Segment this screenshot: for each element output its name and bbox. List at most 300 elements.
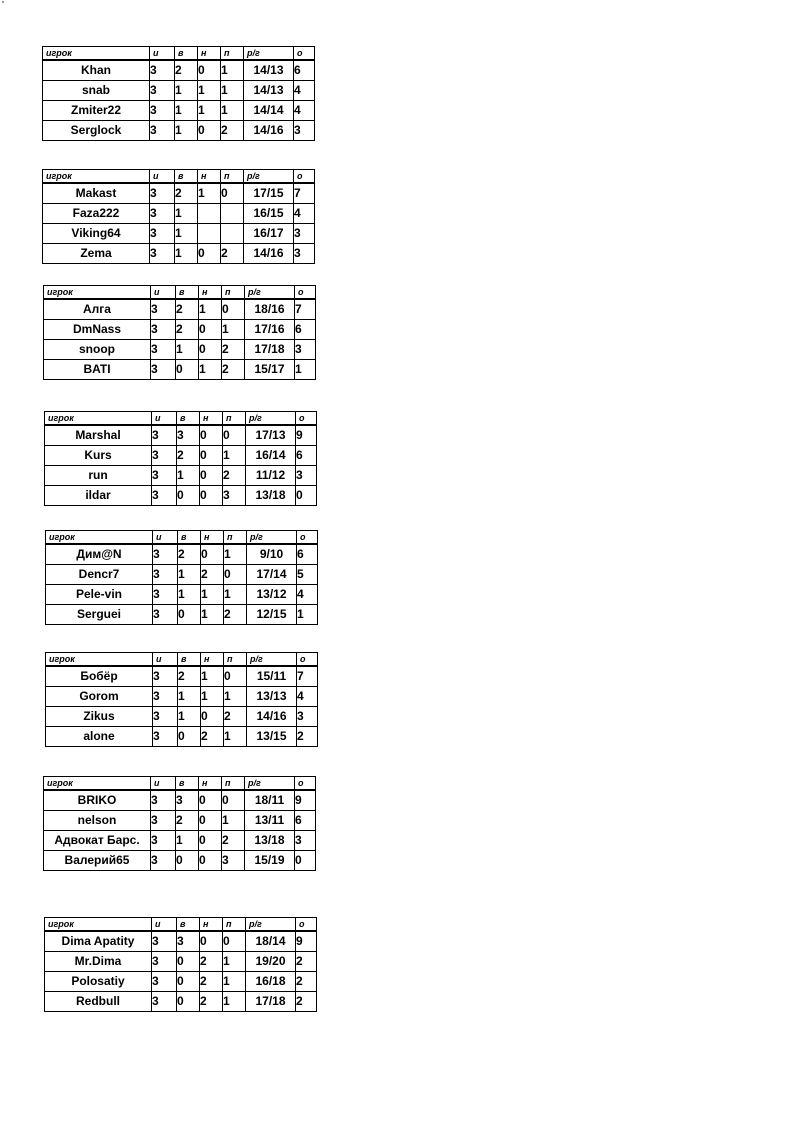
stat-cell: 4 bbox=[294, 81, 315, 101]
table-row bbox=[45, 972, 317, 992]
stat-cell: 2 bbox=[222, 831, 245, 851]
stat-cell: 17/18 bbox=[246, 992, 296, 1012]
player-name: DmNass bbox=[44, 320, 151, 340]
player-name: Viking64 bbox=[43, 224, 150, 244]
stat-cell: 0 bbox=[199, 790, 222, 811]
stat-cell: 14/16 bbox=[247, 707, 297, 727]
stat-cell: 0 bbox=[176, 851, 199, 871]
stat-cell: 0 bbox=[222, 299, 245, 320]
column-header: р/г bbox=[247, 531, 297, 545]
stat-cell: 1 bbox=[223, 446, 246, 466]
table-row bbox=[46, 707, 318, 727]
stat-cell: 16/18 bbox=[246, 972, 296, 992]
stat-cell: 0 bbox=[201, 707, 224, 727]
stat-cell: 1 bbox=[175, 81, 198, 101]
column-header: р/г bbox=[245, 286, 295, 300]
header-row bbox=[44, 777, 316, 791]
column-header: р/г bbox=[244, 170, 294, 184]
group-table bbox=[45, 530, 318, 625]
table-row bbox=[43, 101, 315, 121]
stat-cell: 9 bbox=[295, 790, 316, 811]
stat-cell: 2 bbox=[221, 244, 244, 264]
table-row bbox=[45, 952, 317, 972]
group-table bbox=[43, 776, 316, 871]
table-row bbox=[44, 790, 316, 811]
stat-cell: 19/20 bbox=[246, 952, 296, 972]
stat-cell: 2 bbox=[201, 727, 224, 747]
stat-cell: 2 bbox=[178, 544, 201, 565]
stat-cell: 1 bbox=[223, 972, 246, 992]
stat-cell: 5 bbox=[297, 565, 318, 585]
table-row bbox=[45, 425, 317, 446]
stat-cell: 1 bbox=[175, 244, 198, 264]
stat-cell: 9 bbox=[296, 425, 317, 446]
stat-cell: 13/18 bbox=[246, 486, 296, 506]
column-header: игрок bbox=[46, 531, 153, 545]
stat-cell: 3 bbox=[151, 320, 176, 340]
player-name: Gorom bbox=[46, 687, 153, 707]
column-header: игрок bbox=[44, 777, 151, 791]
table-row bbox=[45, 992, 317, 1012]
player-name: Валерий65 bbox=[44, 851, 151, 871]
table-row bbox=[45, 486, 317, 506]
stat-cell: 3 bbox=[177, 931, 200, 952]
stat-cell: 1 bbox=[175, 101, 198, 121]
stat-cell: 2 bbox=[175, 183, 198, 204]
stat-cell: 2 bbox=[224, 605, 247, 625]
table-row bbox=[46, 565, 318, 585]
stat-cell: 2 bbox=[176, 811, 199, 831]
stat-cell: 3 bbox=[151, 299, 176, 320]
header-row bbox=[43, 170, 315, 184]
stat-cell: 2 bbox=[221, 121, 244, 141]
table-row bbox=[43, 81, 315, 101]
stat-cell: 15/11 bbox=[247, 666, 297, 687]
stat-cell: 0 bbox=[178, 605, 201, 625]
stat-cell: 1 bbox=[223, 952, 246, 972]
column-header: игрок bbox=[43, 47, 150, 61]
stat-cell: 1 bbox=[295, 360, 316, 380]
player-name: BRIKO bbox=[44, 790, 151, 811]
stat-cell: 1 bbox=[178, 707, 201, 727]
column-header: и bbox=[153, 653, 178, 667]
stat-cell: 2 bbox=[297, 727, 318, 747]
stat-cell: 16/15 bbox=[244, 204, 294, 224]
player-name: Бобёр bbox=[46, 666, 153, 687]
column-header: н bbox=[200, 412, 223, 426]
stat-cell: 0 bbox=[296, 486, 317, 506]
stat-cell: 1 bbox=[224, 727, 247, 747]
stat-cell: 4 bbox=[297, 687, 318, 707]
stat-cell: 18/16 bbox=[245, 299, 295, 320]
player-name: Makast bbox=[43, 183, 150, 204]
table-row bbox=[46, 544, 318, 565]
stat-cell: 1 bbox=[199, 299, 222, 320]
stat-cell: 3 bbox=[150, 244, 175, 264]
column-header: н bbox=[201, 653, 224, 667]
stat-cell: 17/16 bbox=[245, 320, 295, 340]
column-header: н bbox=[198, 170, 221, 184]
player-name: BATI bbox=[44, 360, 151, 380]
stat-cell: 13/11 bbox=[245, 811, 295, 831]
stat-cell: 0 bbox=[177, 992, 200, 1012]
stat-cell: 3 bbox=[296, 466, 317, 486]
stat-cell: 3 bbox=[150, 121, 175, 141]
column-header: п bbox=[224, 653, 247, 667]
stat-cell: 1 bbox=[178, 585, 201, 605]
stat-cell: 2 bbox=[296, 992, 317, 1012]
column-header: игрок bbox=[43, 170, 150, 184]
column-header: и bbox=[151, 777, 176, 791]
stat-cell: 2 bbox=[200, 952, 223, 972]
stat-cell: 3 bbox=[152, 446, 177, 466]
player-name: ildar bbox=[45, 486, 152, 506]
player-name: snoop bbox=[44, 340, 151, 360]
table-row bbox=[46, 605, 318, 625]
stat-cell: 0 bbox=[200, 425, 223, 446]
player-name: Mr.Dima bbox=[45, 952, 152, 972]
stat-cell: 14/16 bbox=[244, 121, 294, 141]
stat-cell: 1 bbox=[177, 466, 200, 486]
header-row bbox=[46, 653, 318, 667]
stat-cell: 14/16 bbox=[244, 244, 294, 264]
stat-cell: 15/17 bbox=[245, 360, 295, 380]
stat-cell: 16/14 bbox=[246, 446, 296, 466]
stat-cell: 1 bbox=[201, 605, 224, 625]
stat-cell: 13/18 bbox=[245, 831, 295, 851]
column-header: н bbox=[198, 47, 221, 61]
stat-cell: 0 bbox=[198, 121, 221, 141]
table-row bbox=[43, 204, 315, 224]
stat-cell: 1 bbox=[175, 121, 198, 141]
column-header: р/г bbox=[245, 777, 295, 791]
column-header: н bbox=[199, 286, 222, 300]
stat-cell: 3 bbox=[152, 466, 177, 486]
stat-cell: 3 bbox=[153, 727, 178, 747]
stat-cell: 15/19 bbox=[245, 851, 295, 871]
stat-cell: 1 bbox=[297, 605, 318, 625]
table-row bbox=[43, 224, 315, 244]
table-row bbox=[46, 585, 318, 605]
column-header: о bbox=[296, 918, 317, 932]
group-table bbox=[44, 411, 317, 506]
stat-cell bbox=[198, 224, 221, 244]
stat-cell: 0 bbox=[223, 931, 246, 952]
table-row bbox=[44, 340, 316, 360]
table-row bbox=[43, 121, 315, 141]
stat-cell: 0 bbox=[199, 340, 222, 360]
stat-cell: 2 bbox=[176, 320, 199, 340]
table-row bbox=[43, 60, 315, 81]
stat-cell bbox=[221, 204, 244, 224]
player-name: Polosatiy bbox=[45, 972, 152, 992]
stat-cell: 2 bbox=[222, 360, 245, 380]
stat-cell bbox=[221, 224, 244, 244]
column-header: о bbox=[295, 777, 316, 791]
stat-cell: 18/11 bbox=[245, 790, 295, 811]
column-header: н bbox=[200, 918, 223, 932]
stat-cell: 3 bbox=[152, 931, 177, 952]
stat-cell: 0 bbox=[177, 486, 200, 506]
header-row bbox=[43, 47, 315, 61]
stat-cell: 1 bbox=[199, 360, 222, 380]
stat-cell: 0 bbox=[222, 790, 245, 811]
stat-cell: 0 bbox=[199, 831, 222, 851]
column-header: в bbox=[176, 286, 199, 300]
stat-cell: 3 bbox=[153, 565, 178, 585]
column-header: в bbox=[178, 531, 201, 545]
table-row bbox=[44, 360, 316, 380]
stat-cell: 3 bbox=[151, 790, 176, 811]
stat-cell: 0 bbox=[178, 727, 201, 747]
column-header: п bbox=[221, 170, 244, 184]
table-row bbox=[44, 851, 316, 871]
group-table bbox=[43, 285, 316, 380]
column-header: и bbox=[153, 531, 178, 545]
stat-cell: 3 bbox=[152, 972, 177, 992]
stat-cell: 2 bbox=[223, 466, 246, 486]
stat-cell: 1 bbox=[224, 687, 247, 707]
table-row bbox=[45, 446, 317, 466]
stat-cell: 1 bbox=[224, 585, 247, 605]
table-row bbox=[44, 811, 316, 831]
table-row bbox=[44, 320, 316, 340]
stat-cell: 0 bbox=[224, 666, 247, 687]
stat-cell: 0 bbox=[295, 851, 316, 871]
stat-cell: 3 bbox=[151, 360, 176, 380]
table-row bbox=[46, 666, 318, 687]
column-header: р/г bbox=[247, 653, 297, 667]
player-name: Дим@N bbox=[46, 544, 153, 565]
stat-cell: 0 bbox=[201, 544, 224, 565]
table-row bbox=[44, 831, 316, 851]
stat-cell: 6 bbox=[295, 811, 316, 831]
stat-cell: 9 bbox=[296, 931, 317, 952]
stat-cell: 1 bbox=[175, 224, 198, 244]
stat-cell: 14/14 bbox=[244, 101, 294, 121]
stat-cell: 2 bbox=[178, 666, 201, 687]
stat-cell: 14/13 bbox=[244, 81, 294, 101]
table-row bbox=[44, 299, 316, 320]
column-header: и bbox=[152, 412, 177, 426]
stat-cell: 3 bbox=[294, 121, 315, 141]
stat-cell: 2 bbox=[224, 707, 247, 727]
stat-cell: 16/17 bbox=[244, 224, 294, 244]
stat-cell: 3 bbox=[150, 101, 175, 121]
column-header: о bbox=[297, 653, 318, 667]
column-header: п bbox=[222, 286, 245, 300]
player-name: Pele-vin bbox=[46, 585, 153, 605]
stat-cell: 3 bbox=[150, 81, 175, 101]
stat-cell: 0 bbox=[176, 360, 199, 380]
header-row bbox=[45, 918, 317, 932]
column-header: и bbox=[150, 170, 175, 184]
group-table bbox=[42, 169, 315, 264]
stat-cell: 3 bbox=[150, 60, 175, 81]
stat-cell: 0 bbox=[177, 972, 200, 992]
stat-cell bbox=[198, 204, 221, 224]
stat-cell: 3 bbox=[151, 811, 176, 831]
stat-cell: 1 bbox=[198, 81, 221, 101]
stat-cell: 1 bbox=[221, 101, 244, 121]
table-row bbox=[43, 183, 315, 204]
stat-cell: 4 bbox=[294, 101, 315, 121]
stat-cell: 3 bbox=[295, 831, 316, 851]
stat-cell: 3 bbox=[295, 340, 316, 360]
column-header: в bbox=[178, 653, 201, 667]
stat-cell: 1 bbox=[201, 687, 224, 707]
stat-cell: 3 bbox=[152, 992, 177, 1012]
stat-cell: 1 bbox=[224, 544, 247, 565]
group-table bbox=[45, 652, 318, 747]
stat-cell: 0 bbox=[199, 811, 222, 831]
column-header: р/г bbox=[246, 918, 296, 932]
stat-cell: 13/13 bbox=[247, 687, 297, 707]
stat-cell: 3 bbox=[294, 244, 315, 264]
stat-cell: 1 bbox=[222, 811, 245, 831]
player-name: Kurs bbox=[45, 446, 152, 466]
stat-cell: 0 bbox=[198, 244, 221, 264]
stat-cell: 0 bbox=[200, 466, 223, 486]
player-name: Redbull bbox=[45, 992, 152, 1012]
table-row bbox=[45, 931, 317, 952]
stat-cell: 1 bbox=[176, 340, 199, 360]
stat-cell: 1 bbox=[221, 60, 244, 81]
player-name: Dima Apatity bbox=[45, 931, 152, 952]
stat-cell: 3 bbox=[153, 585, 178, 605]
stat-cell: 3 bbox=[177, 425, 200, 446]
player-name: Serglock bbox=[43, 121, 150, 141]
player-name: Dencr7 bbox=[46, 565, 153, 585]
column-header: н bbox=[201, 531, 224, 545]
header-row bbox=[44, 286, 316, 300]
stat-cell: 4 bbox=[297, 585, 318, 605]
stat-cell: 1 bbox=[175, 204, 198, 224]
stat-cell: 0 bbox=[221, 183, 244, 204]
stat-cell: 3 bbox=[150, 183, 175, 204]
stat-cell: 1 bbox=[176, 831, 199, 851]
player-name: Serguei bbox=[46, 605, 153, 625]
stat-cell: 0 bbox=[199, 320, 222, 340]
table-row bbox=[45, 466, 317, 486]
stat-cell: 7 bbox=[295, 299, 316, 320]
column-header: и bbox=[151, 286, 176, 300]
stat-cell: 7 bbox=[294, 183, 315, 204]
column-header: игрок bbox=[45, 412, 152, 426]
stat-cell: 2 bbox=[222, 340, 245, 360]
player-name: alone bbox=[46, 727, 153, 747]
stat-cell: 17/14 bbox=[247, 565, 297, 585]
stat-cell: 0 bbox=[224, 565, 247, 585]
column-header: игрок bbox=[46, 653, 153, 667]
stat-cell: 2 bbox=[200, 972, 223, 992]
stat-cell: 7 bbox=[297, 666, 318, 687]
column-header: о bbox=[294, 47, 315, 61]
column-header: п bbox=[223, 918, 246, 932]
stat-cell: 0 bbox=[200, 446, 223, 466]
stat-cell: 1 bbox=[201, 666, 224, 687]
stat-cell: 4 bbox=[294, 204, 315, 224]
column-header: в bbox=[177, 918, 200, 932]
stat-cell: 2 bbox=[177, 446, 200, 466]
stat-cell: 0 bbox=[177, 952, 200, 972]
stat-cell: 6 bbox=[295, 320, 316, 340]
corner-speck bbox=[2, 1, 4, 3]
player-name: Zikus bbox=[46, 707, 153, 727]
player-name: Адвокат Барс. bbox=[44, 831, 151, 851]
column-header: в bbox=[176, 777, 199, 791]
stat-cell: 6 bbox=[297, 544, 318, 565]
stat-cell: 3 bbox=[151, 831, 176, 851]
stat-cell: 1 bbox=[178, 565, 201, 585]
stat-cell: 3 bbox=[176, 790, 199, 811]
stat-cell: 3 bbox=[152, 425, 177, 446]
column-header: п bbox=[221, 47, 244, 61]
header-row bbox=[45, 412, 317, 426]
column-header: п bbox=[223, 412, 246, 426]
column-header: и bbox=[150, 47, 175, 61]
stat-cell: 13/12 bbox=[247, 585, 297, 605]
stat-cell: 3 bbox=[150, 204, 175, 224]
stat-cell: 3 bbox=[153, 666, 178, 687]
stat-cell: 3 bbox=[153, 687, 178, 707]
column-header: в bbox=[175, 170, 198, 184]
stat-cell: 17/18 bbox=[245, 340, 295, 360]
column-header: игрок bbox=[44, 286, 151, 300]
stat-cell: 2 bbox=[296, 972, 317, 992]
stat-cell: 17/15 bbox=[244, 183, 294, 204]
stat-cell: 3 bbox=[153, 544, 178, 565]
stat-cell: 12/15 bbox=[247, 605, 297, 625]
stat-cell: 0 bbox=[199, 851, 222, 871]
stat-cell: 3 bbox=[153, 707, 178, 727]
table-row bbox=[46, 727, 318, 747]
player-name: Zmiter22 bbox=[43, 101, 150, 121]
stat-cell: 6 bbox=[294, 60, 315, 81]
stat-cell: 3 bbox=[150, 224, 175, 244]
stat-cell: 1 bbox=[222, 320, 245, 340]
stat-cell: 13/15 bbox=[247, 727, 297, 747]
player-name: Khan bbox=[43, 60, 150, 81]
stat-cell: 17/13 bbox=[246, 425, 296, 446]
column-header: и bbox=[152, 918, 177, 932]
column-header: о bbox=[297, 531, 318, 545]
stat-cell: 1 bbox=[221, 81, 244, 101]
stat-cell: 14/13 bbox=[244, 60, 294, 81]
player-name: Zema bbox=[43, 244, 150, 264]
player-name: nelson bbox=[44, 811, 151, 831]
stat-cell: 3 bbox=[151, 851, 176, 871]
stat-cell: 3 bbox=[152, 486, 177, 506]
stat-cell: 0 bbox=[198, 60, 221, 81]
player-name: Marshal bbox=[45, 425, 152, 446]
player-name: Faza222 bbox=[43, 204, 150, 224]
stat-cell: 3 bbox=[153, 605, 178, 625]
stat-cell: 3 bbox=[223, 486, 246, 506]
table-row bbox=[43, 244, 315, 264]
stat-cell: 3 bbox=[151, 340, 176, 360]
group-table bbox=[44, 917, 317, 1012]
stat-cell: 1 bbox=[198, 101, 221, 121]
column-header: игрок bbox=[45, 918, 152, 932]
column-header: о bbox=[295, 286, 316, 300]
stat-cell: 3 bbox=[222, 851, 245, 871]
stat-cell: 2 bbox=[176, 299, 199, 320]
stat-cell: 3 bbox=[294, 224, 315, 244]
stat-cell: 0 bbox=[200, 931, 223, 952]
stat-cell: 3 bbox=[152, 952, 177, 972]
stat-cell: 2 bbox=[175, 60, 198, 81]
